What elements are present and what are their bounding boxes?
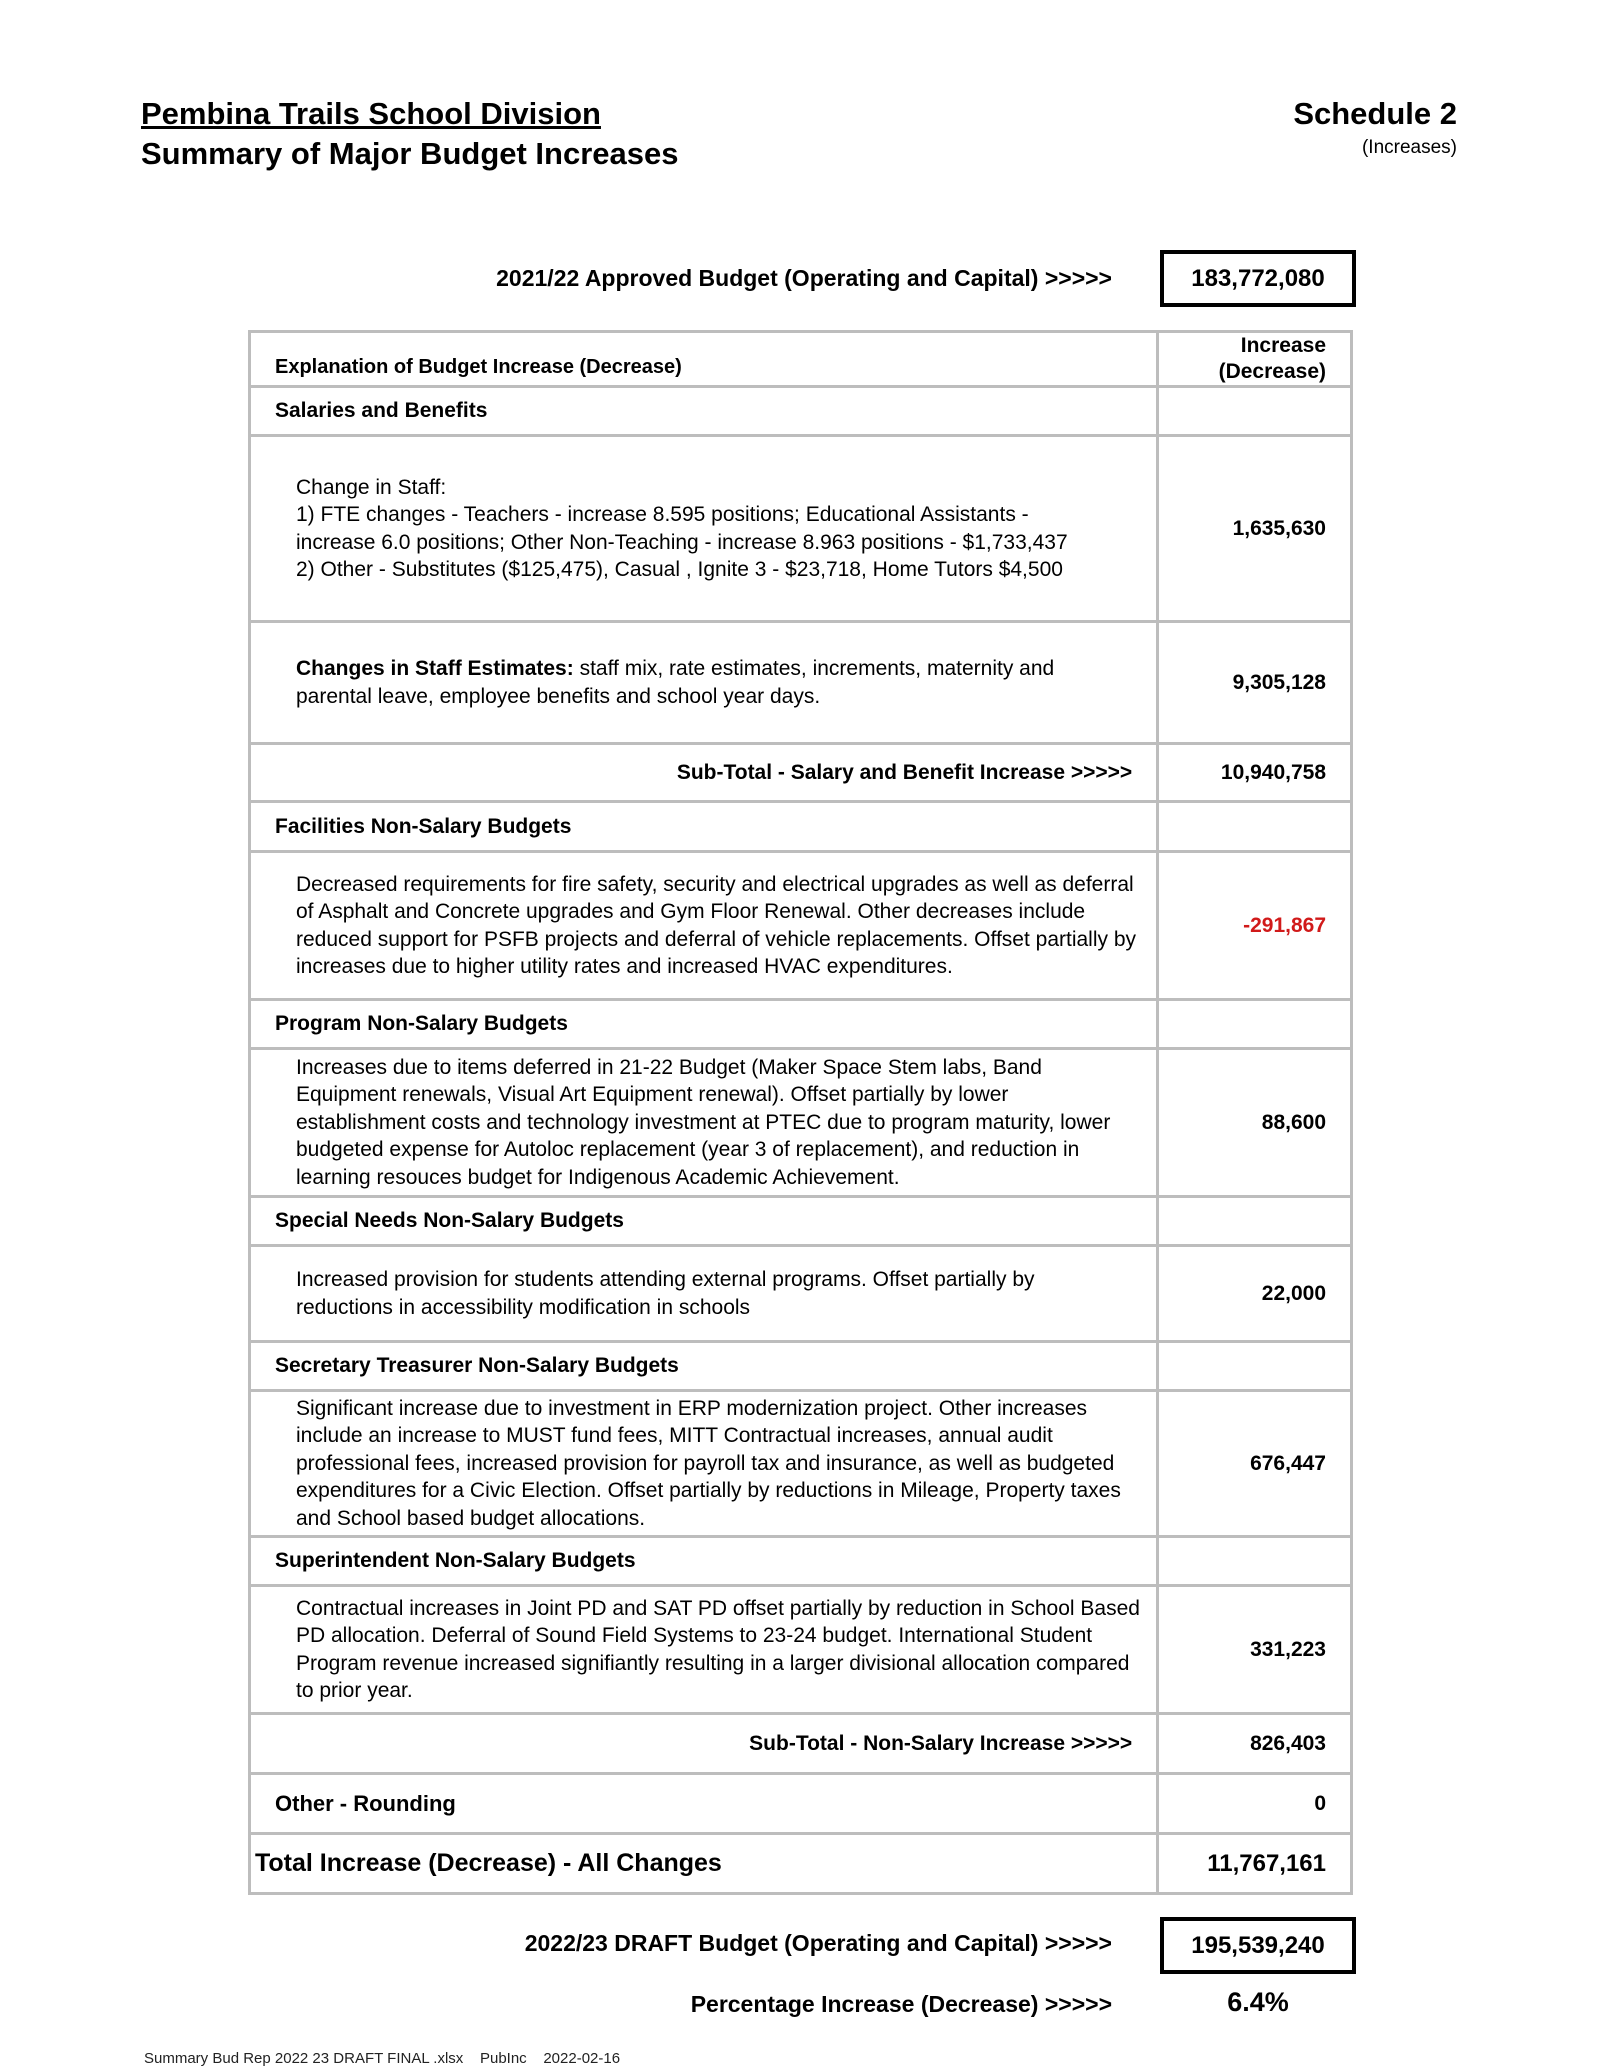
subtotal-row [250, 1714, 1352, 1774]
col-header-value-line1: Increase [1240, 334, 1326, 357]
nonsalary-subtotal-label: Sub-Total - Non-Salary Increase >>>>> [250, 1714, 1158, 1774]
empty-cell [1158, 1342, 1352, 1391]
section-heading-secretary-treasurer: Secretary Treasurer Non-Salary Budgets [250, 1342, 1158, 1391]
draft-budget-label: 2022/23 DRAFT Budget (Operating and Capital) >>>>> [524, 1930, 1112, 1956]
special-needs-value: 22,000 [1158, 1246, 1352, 1342]
special-needs-text: Increased provision for students attending external programs. Offset partially by reductions in accessibility modification in schools [250, 1246, 1158, 1342]
col-header-value [1158, 332, 1352, 387]
table-row [250, 622, 1352, 744]
footer-file: Summary Bud Rep 2022 23 DRAFT FINAL .xlsx [144, 2050, 464, 2067]
staff-line: 2) Other - Substitutes ($125,475), Casual , Ignite 3 - $23,718, Home Tutors $4,500 [296, 558, 1063, 581]
table-row [250, 1246, 1352, 1342]
superintendent-value: 331,223 [1158, 1586, 1352, 1714]
schedule-sublabel: (Increases) [1361, 137, 1457, 158]
section-heading-program: Program Non-Salary Budgets [250, 1000, 1158, 1049]
percentage-label: Percentage Increase (Decrease) >>>>> [690, 1991, 1112, 2017]
footer-date: 2022-02-16 [543, 2050, 621, 2067]
facilities-value: -291,867 [1158, 852, 1352, 1000]
salary-subtotal-label: Sub-Total - Salary and Benefit Increase >>>>> [250, 744, 1158, 802]
rounding-label: Other - Rounding [250, 1774, 1158, 1834]
division-title: Pembina Trails School Division [141, 96, 601, 131]
empty-cell [1158, 1197, 1352, 1246]
budget-table [248, 330, 1353, 1895]
program-value: 88,600 [1158, 1049, 1352, 1197]
table-row [250, 436, 1352, 622]
section-heading-superintendent: Superintendent Non-Salary Budgets [250, 1537, 1158, 1586]
section-heading-special-needs: Special Needs Non-Salary Budgets [250, 1197, 1158, 1246]
rounding-value: 0 [1158, 1774, 1352, 1834]
subtotal-row [250, 744, 1352, 802]
table-row [250, 1391, 1352, 1537]
draft-budget-value: 195,539,240 [1160, 1917, 1356, 1974]
table-row [250, 1586, 1352, 1714]
superintendent-text: Contractual increases in Joint PD and SAT PD offset partially by reduction in School Based PD allocation. Deferral of Sound Field Systems to 23-24 budget. International Student Program revenue increased signifiantly resulting in a larger divisional allocation compared to prior year. [250, 1586, 1158, 1714]
staff-estimates-rest: staff mix, rate estimates, increments, maternity and parental leave, employee benefits and school year days. [296, 657, 1055, 708]
approved-budget-label: 2021/22 Approved Budget (Operating and Capital) >>>>> [496, 265, 1112, 291]
facilities-text: Decreased requirements for fire safety, security and electrical upgrades as well as deferral of Asphalt and Concrete upgrades and Gym Floor Renewal. Other decreases include reduced support for PSFB projects and deferral of vehicle replacements. Offset partially by increases due to higher utility rates and increased HVAC expenditures. [250, 852, 1158, 1000]
table-row [250, 852, 1352, 1000]
schedule-label: Schedule 2 [1293, 96, 1457, 131]
empty-cell [1158, 802, 1352, 852]
section-row [250, 1342, 1352, 1391]
section-heading-facilities: Facilities Non-Salary Budgets [250, 802, 1158, 852]
empty-cell [1158, 387, 1352, 436]
footer [144, 2050, 620, 2067]
col-header-value-line2: (Decrease) [1218, 360, 1326, 383]
staff-line: 1) FTE changes - Teachers - increase 8.595 positions; Educational Assistants - [296, 503, 1029, 526]
table-row [250, 1049, 1352, 1197]
report-subtitle: Summary of Major Budget Increases [141, 136, 679, 171]
table-header-row [250, 332, 1352, 387]
table-row [250, 1774, 1352, 1834]
change-in-staff-value: 1,635,630 [1158, 436, 1352, 622]
section-heading-salaries: Salaries and Benefits [250, 387, 1158, 436]
total-value: 11,767,161 [1158, 1834, 1352, 1894]
staff-line: Change in Staff: [296, 475, 447, 499]
footer-tag: PubInc [479, 2050, 527, 2067]
section-row [250, 1000, 1352, 1049]
col-header-desc: Explanation of Budget Increase (Decrease) [250, 332, 1158, 387]
percentage-value: 6.4% [1227, 1987, 1289, 2017]
section-row [250, 802, 1352, 852]
secretary-treasurer-value: 676,447 [1158, 1391, 1352, 1537]
staff-line: increase 6.0 positions; Other Non-Teaching - increase 8.963 positions - $1,733,437 [296, 530, 1068, 554]
program-text: Increases due to items deferred in 21-22 Budget (Maker Space Stem labs, Band Equipment renewals, Visual Art Equipment renewal). Offset partially by lower establishment costs and technology investment at PTEC due to program maturity, lower budgeted expense for Autoloc replacement (year 3 of replacement), and reduction in learning resouces budget for Indigenous Academic Achievement. [250, 1049, 1158, 1197]
staff-estimates-value: 9,305,128 [1158, 622, 1352, 744]
salary-subtotal-value: 10,940,758 [1158, 744, 1352, 802]
nonsalary-subtotal-value: 826,403 [1158, 1714, 1352, 1774]
total-label: Total Increase (Decrease) - All Changes [250, 1834, 1158, 1894]
change-in-staff-text [250, 436, 1158, 622]
section-row [250, 1537, 1352, 1586]
total-row [250, 1834, 1352, 1894]
section-row [250, 1197, 1352, 1246]
secretary-treasurer-text: Significant increase due to investment in ERP modernization project. Other increases include an increase to MUST fund fees, MITT Contractual increases, annual audit professional fees, increased provision for payroll tax and insurance, as well as budgeted expenditures for a Civic Election. Offset partially by reductions in Mileage, Property taxes and School based budget allocations. [250, 1391, 1158, 1537]
section-row [250, 387, 1352, 436]
approved-budget-value: 183,772,080 [1160, 250, 1356, 307]
empty-cell [1158, 1000, 1352, 1049]
staff-estimates-text [250, 622, 1158, 744]
staff-estimates-bold: Changes in Staff Estimates: [296, 657, 574, 680]
empty-cell [1158, 1537, 1352, 1586]
